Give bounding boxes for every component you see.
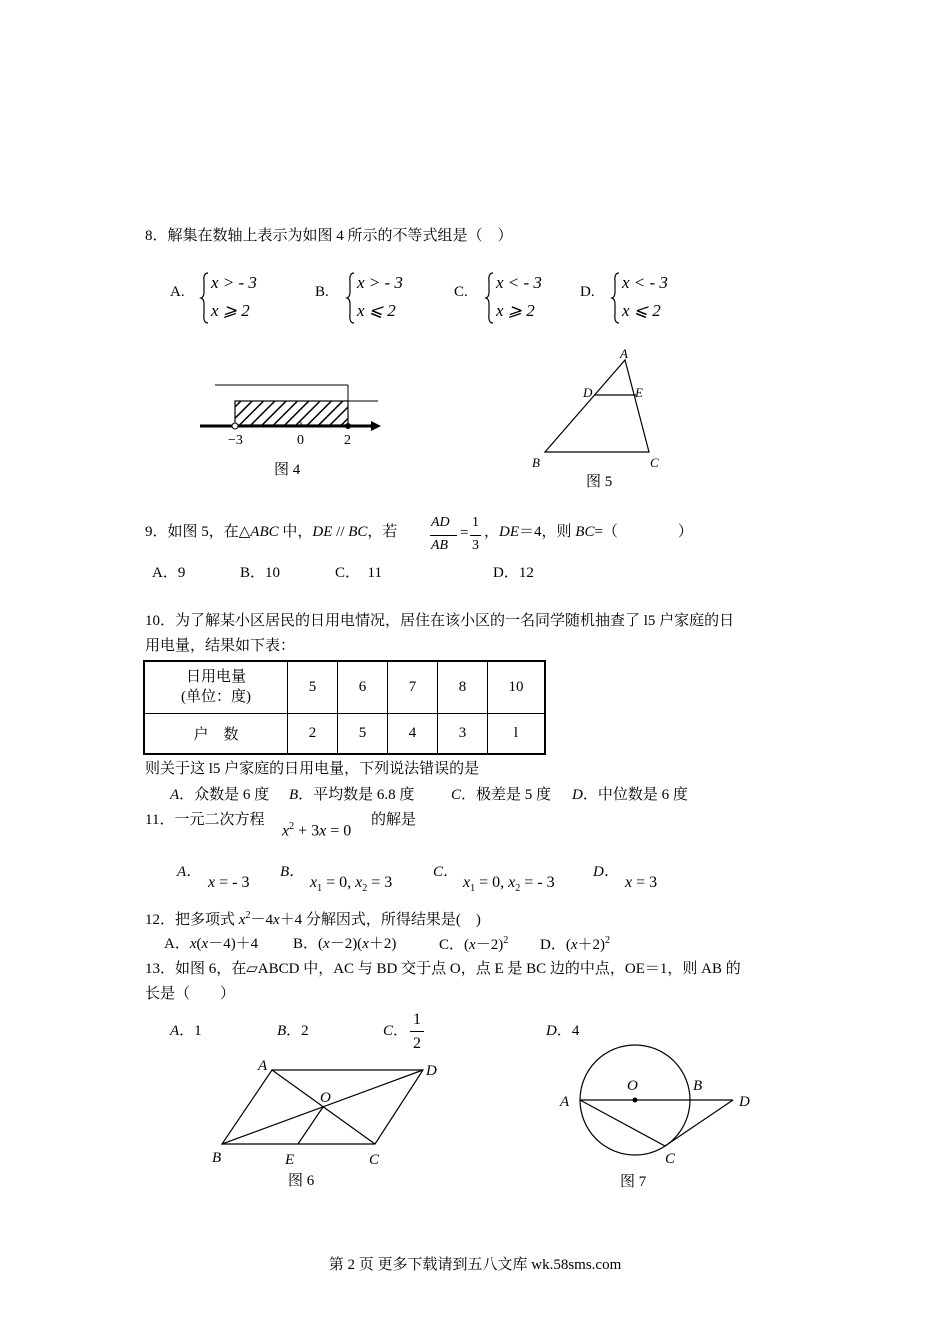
q9-suffix: =（ ） <box>594 524 693 540</box>
segment-oe <box>298 1107 323 1144</box>
figure-7-caption: 图 7 <box>620 1174 647 1190</box>
table-cell: 6 <box>338 661 388 713</box>
table-cell: 5 <box>288 661 338 713</box>
q9-frac2-den: 3 <box>472 538 479 553</box>
q13-stem-line1: 13．如图 6，在▱ABCD 中，AC 与 BD 交于点 O，点 E 是 BC 边的中点，OE＝1，则 AB 的 <box>145 961 741 977</box>
center-point <box>633 1098 638 1103</box>
table-cell: 7 <box>388 661 438 713</box>
q9-bc: BC <box>348 524 368 540</box>
label-a: A <box>620 346 628 361</box>
chord-ac <box>580 1100 665 1146</box>
table-header-line1: 日用电量 <box>185 669 246 685</box>
figure-5-triangle <box>525 340 675 475</box>
table-cell: 2 <box>288 713 338 754</box>
q9-eq: = <box>460 525 469 541</box>
q8-option-d-label: D. <box>580 284 595 300</box>
q9-frac1-num: AD <box>431 515 450 530</box>
q12-option-a[interactable]: A．x(x－4)＋4 <box>164 936 259 952</box>
label-b: B <box>532 455 540 470</box>
label-e: E <box>285 1152 295 1168</box>
figure-6-caption: 图 6 <box>288 1173 315 1189</box>
q11-prefix: 11．一元二次方程 <box>145 812 265 828</box>
q10-stem-line2: 用电量，结果如下表： <box>145 638 296 654</box>
q9-option-a[interactable]: A．9 <box>152 565 186 581</box>
table-header-line2: (单位：度) <box>181 689 251 706</box>
table-cell: 3 <box>438 713 488 754</box>
tick-label-2: 2 <box>344 433 351 448</box>
brace-icon <box>612 272 619 320</box>
q9-frac2-num: 1 <box>472 515 479 530</box>
table-row-counts <box>144 713 545 754</box>
q11-suffix: 的解是 <box>371 812 417 828</box>
q9-bc2: BC <box>575 524 595 540</box>
q9-frac2-bar <box>470 535 481 536</box>
q11-equation: $x^2 + 3x = 0$ <box>282 821 352 840</box>
closed-point-2 <box>345 423 351 429</box>
label-o: O <box>627 1078 638 1094</box>
q13-option-c-den: 2 <box>413 1035 421 1052</box>
table-cell: 10 <box>488 661 546 713</box>
tick-label-neg3: −3 <box>228 433 243 448</box>
q8-option-b-line2: x ⩽ 2 <box>357 301 396 320</box>
figure-7-circle <box>555 1040 765 1170</box>
q8-option-c-label: C. <box>454 284 468 300</box>
q9-option-d[interactable]: D．12 <box>493 565 534 581</box>
figure-5-caption: 图 5 <box>586 474 613 490</box>
brace-icon <box>201 272 208 320</box>
label-d: D <box>426 1063 437 1079</box>
q9-option-c[interactable]: C． 11 <box>335 565 382 581</box>
tick-label-0: 0 <box>297 433 304 448</box>
q8-option-b-label: B. <box>315 284 329 300</box>
q10-question: 则关于这 l5 户家庭的日用电量，下列说法错误的是 <box>145 761 480 777</box>
label-c: C <box>369 1152 380 1168</box>
q8-stem: 8．解集在数轴上表示为如图 4 所示的不等式组是（ ） <box>145 228 513 244</box>
q9-de2: DE <box>499 524 520 540</box>
q12-option-d[interactable]: D．$(x+2)^2$ <box>540 935 611 953</box>
figure-4-number-line <box>195 378 390 453</box>
figure-4-caption: 图 4 <box>274 462 301 478</box>
q8-option-c-line1: x < - 3 <box>496 273 542 292</box>
q9-mid2: ，若 <box>367 524 398 540</box>
tangent-cd <box>665 1100 733 1146</box>
table-cell: 5 <box>338 713 388 754</box>
q9-de: DE <box>312 524 333 540</box>
table-row-label: 户 数 <box>144 713 288 754</box>
page-footer: 第 2 页 更多下载请到五八文库 wk.58sms.com <box>328 1257 622 1273</box>
table-row-values <box>144 661 545 713</box>
label-b: B <box>693 1078 703 1094</box>
label-d: D <box>739 1094 750 1110</box>
q13-option-c-bar <box>410 1031 424 1032</box>
label-e: E <box>635 385 643 400</box>
hatched-region <box>235 401 348 425</box>
table-cell: l <box>488 713 546 754</box>
q9-frac1-bar <box>430 535 457 536</box>
q9-option-b[interactable]: B．10 <box>240 565 281 581</box>
table-cell: 4 <box>388 713 438 754</box>
q10-option-b[interactable]: B．平均数是 6.8 度 <box>289 787 415 803</box>
open-point-neg3 <box>232 423 238 429</box>
label-c: C <box>650 455 659 470</box>
q8-option-d-line2: x ⩽ 2 <box>622 301 661 320</box>
table-cell: 8 <box>438 661 488 713</box>
label-d: D <box>583 385 593 400</box>
q9-mid3: ， <box>484 524 500 540</box>
label-c: C <box>665 1151 676 1167</box>
q8-option-a-label: A. <box>170 284 185 300</box>
table-header-cell <box>144 661 288 713</box>
q8-option-a-line2: x ⩾ 2 <box>211 301 250 320</box>
label-a: A <box>560 1094 570 1110</box>
label-a: A <box>258 1058 268 1074</box>
q12-option-c[interactable]: C．$(x-2)^2$ <box>439 935 509 953</box>
brace-icon <box>486 272 493 320</box>
triangle-abc <box>545 360 649 452</box>
q10-option-a[interactable]: A．众数是 6 度 <box>170 787 270 803</box>
q8-option-b-line1: x > - 3 <box>357 273 403 292</box>
q13-option-c-num: 1 <box>413 1011 421 1028</box>
q10-option-c[interactable]: C．极差是 5 度 <box>451 787 552 803</box>
q13-option-a[interactable]: A．1 <box>170 1023 202 1039</box>
brace-icon <box>347 272 354 320</box>
q12-option-b[interactable]: B．(x－2)(x＋2) <box>293 936 397 952</box>
figure-6-parallelogram <box>205 1052 455 1172</box>
q9-mid1: 中， <box>278 524 313 540</box>
q13-stem-line2: 长是（ ） <box>145 986 236 1002</box>
q10-option-d[interactable]: D．中位数是 6 度 <box>572 787 688 803</box>
q12-stem: 12．把多项式 $x^2-4x+4$ 分解因式，所得结果是( ) <box>145 910 481 928</box>
q10-stem-line1: 10．为了解某小区居民的日用电情况，居住在该小区的一名同学随机抽查了 l5 户家庭的日 <box>145 613 735 629</box>
q9-parallel: // <box>332 524 349 540</box>
q10-data-table <box>143 660 546 755</box>
q13-option-b[interactable]: B．2 <box>277 1023 309 1039</box>
axis-arrow-icon <box>371 421 381 431</box>
q9-prefix: 9．如图 5，在△ <box>145 524 251 540</box>
q9-mid4: ＝4，则 <box>519 524 576 540</box>
q8-option-c-line2: x ⩾ 2 <box>496 301 535 320</box>
q13-option-d[interactable]: D．4 <box>546 1023 580 1039</box>
label-b: B <box>212 1150 222 1166</box>
q9-frac1-den: AB <box>431 538 449 553</box>
q8-option-d-line1: x < - 3 <box>622 273 668 292</box>
q8-option-a-line1: x > - 3 <box>211 273 257 292</box>
label-o: O <box>320 1090 331 1106</box>
q9-abc: ABC <box>250 524 279 540</box>
